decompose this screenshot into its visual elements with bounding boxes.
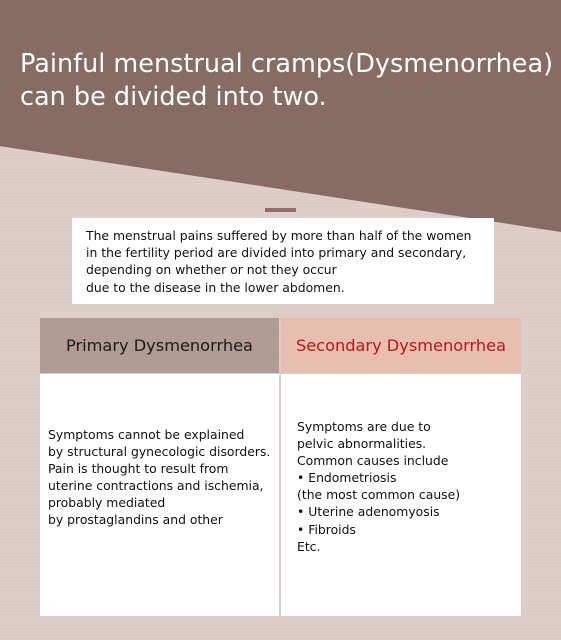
page-title-line: can be divided into two. — [20, 82, 327, 112]
primary-dysmenorrhea-panel — [40, 374, 279, 616]
intro-line: in the fertility period are divided into primary and secondary, — [86, 245, 467, 261]
intro-text — [86, 227, 472, 296]
secondary-dysmenorrhea-heading: Secondary Dysmenorrhea — [281, 318, 521, 373]
secondary-line: • Uterine adenomyosis — [297, 504, 440, 520]
intro-line: The menstrual pains suffered by more than half of the women — [86, 228, 472, 243]
secondary-line: Etc. — [297, 538, 321, 554]
accent-divider — [265, 208, 296, 212]
primary-line: uterine contractions and ischemia, — [48, 478, 264, 494]
primary-line: by structural gynecologic disorders. — [48, 444, 271, 460]
primary-line: Symptoms cannot be explained — [48, 427, 245, 442]
secondary-description — [297, 418, 460, 555]
primary-dysmenorrhea-heading: Primary Dysmenorrhea — [40, 318, 279, 373]
primary-line: by prostaglandins and other — [48, 512, 223, 528]
secondary-line: pelvic abnormalities. — [297, 436, 427, 452]
intro-box — [72, 218, 494, 304]
secondary-line: • Endometriosis — [297, 470, 397, 486]
secondary-dysmenorrhea-panel — [281, 374, 521, 616]
page-title-line: Painful menstrual cramps(Dysmenorrhea) — [20, 49, 554, 79]
secondary-line: Common causes include — [297, 453, 449, 469]
intro-line: depending on whether or not they occur — [86, 262, 337, 278]
secondary-line: Symptoms are due to — [297, 419, 431, 434]
secondary-line: • Fibroids — [297, 521, 356, 537]
primary-description — [48, 426, 270, 529]
page-title — [20, 48, 554, 114]
primary-line: probably mediated — [48, 495, 166, 511]
intro-line: due to the disease in the lower abdomen. — [86, 279, 345, 295]
secondary-line: (the most common cause) — [297, 487, 461, 503]
header-band — [0, 0, 561, 232]
primary-line: Pain is thought to result from — [48, 461, 229, 477]
